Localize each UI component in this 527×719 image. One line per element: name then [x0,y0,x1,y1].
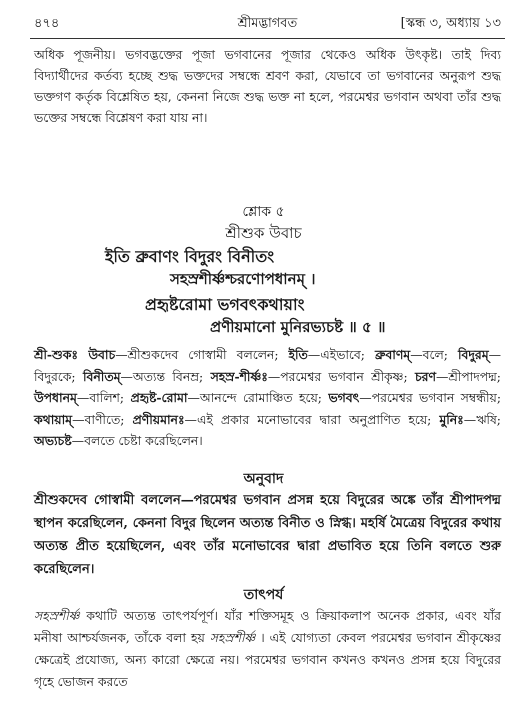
page-number: ৪৭৪ [34,16,60,31]
translation-text: শ্রীশুকদেব গোস্বামী বললেন—পরমেশ্বর ভগবান প্রসন্ন হয়ে বিদুরের অঙ্কে তাঁর শ্রীপাদপদ্ম স্থাপন করেছিলেন, কেননা বিদুর ছিলেন অত্যন্ত বিনীত ও স্নিগ্ধ। মহর্ষি মৈত্রেয় বিদুরের কথায় অত্যন্ত প্রীত হয়েছিলেন, এবং তাঁর মনোভাবের দ্বারা প্রভাবিত হয়ে তিনি বলতে শুরু করেছিলেন। [34,493,501,577]
verse-line-1: ইতি ব্রুবাণং বিদুরং বিনীতং [105,247,275,266]
verse-line-4: প্রণীয়মানো মুনিরভ্যচষ্ট ॥ ৫ ॥ [210,318,386,336]
translation-title: অনুবাদ [243,471,284,487]
page-header [34,14,501,34]
intro-paragraph: অধিক পূজনীয়। ভগবদ্ভক্তের পূজা ভগবানের পূজার থেকেও অধিক উৎকৃষ্ট। তাই দিব্য বিদ্যার্থীদের কর্তব্য হচ্ছে শুদ্ধ ভক্তদের সম্বন্ধে শ্রবণ করা, যেভাবে তা ভগবানের অনুরূপ শুদ্ধ ভক্তগণ কর্তৃক বিশ্লেষিত হয়, কেননা নিজে শুদ্ধ ভক্ত না হলে, পরমেশ্বর ভগবান অথবা তাঁর শুদ্ধ ভক্তের সম্বন্ধে বিশ্লেষণ করা যায় না। [34,47,501,125]
synonym-meaning: এইভাবে; [320,347,365,362]
synonym-word: শ্রী-শুকঃ উবাচ [34,347,116,362]
purport-paragraph [34,605,501,693]
synonym-meaning: শ্রীশুকদেব গোস্বামী বললেন; [127,347,279,362]
purport-term: সহস্রশীর্ষ্ণ [34,608,80,623]
verse-line-3: প্রহৃষ্টরোমা ভগবৎকথায়াং [145,295,305,314]
synonym-word: ব্রুবাণম্ [375,347,411,362]
synonym-meaning: অত্যন্ত বিনম্র; [132,368,204,384]
synonym-meaning: এই প্রকার মনোভাবের দ্বারা অনুপ্রাণিত হয়ে; [196,411,432,427]
synonym-meaning: পরমেশ্বর ভগবান শ্রীকৃষ্ণ; [280,368,408,384]
synonym-word: ইতি [288,347,308,362]
verse-speaker: শ্রীশুক উবাচ [225,224,302,242]
synonym-meaning: ঋষি; [476,411,501,427]
synonym-word: প্রহৃষ্ট-রোমা [130,390,188,405]
synonym-meaning: বিদুরকে; [34,368,76,384]
synonym-word: ভগবৎ [328,390,360,405]
purport-title: তাৎপর্য [243,587,284,603]
synonym-meaning: বালিশ; [89,390,125,405]
verse-heading: শ্লোক ৫ [242,204,285,220]
synonym-meaning: পরমেশ্বর ভগবান সম্বন্ধীয়; [371,390,501,405]
synonym-word: বিদুরম্ [457,347,489,362]
synonym-word: প্রণীয়মানঃ [132,411,185,427]
synonym-word: কথায়াম্ [34,411,73,427]
book-title: শ্রীমদ্ভাগবত [237,16,298,31]
synonym-meaning: বাণীতে; [84,411,125,427]
purport-text: কথাটি অত্যন্ত তাৎপর্যপূর্ণ। যাঁর শক্তিসমূহ ও ক্রিয়াকলাপ অনেক প্রকার, এবং যাঁর মনীষা আশ্চর্যজনক, তাঁকে বলা হয় [34,608,501,645]
purport-text: । এই যোগ্যতা কেবল পরমেশ্বর ভগবান শ্রীকৃষ্ণের ক্ষেত্রেই প্রযোজ্য, অন্য কারো ক্ষেত্রে নয়। পরমেশ্বর ভগবান কখনও কখনও প্রসন্ন হয়ে বিদুরের গৃহে ভোজন করতে [34,630,501,689]
synonym-meaning: বলে; [422,347,448,362]
synonym-word: মুনিঃ [439,411,464,427]
synonym-meaning: শ্রীপাদপদ্ম; [448,368,501,384]
chapter-reference: [স্কন্ধ ৩, অধ্যায় ১৩ [400,16,501,31]
synonyms-paragraph: শ্রী-শুকঃ উবাচ—শ্রীশুকদেব গোস্বামী বললেন; ইতি—এইভাবে; ব্রুবাণম্—বলে; বিদুরম্—বিদুরকে; বিনীতম্—অত্যন্ত বিনম্র; সহস্র-শীর্ষ্ণঃ—পরমেশ্বর ভগবান শ্রীকৃষ্ণ; চরণ—শ্রীপাদপদ্ম; উপধানম্—বালিশ; প্রহৃষ্ট-রোমা—আনন্দে রোমাঞ্চিত হয়ে; ভগবৎ—পরমেশ্বর ভগবান সম্বন্ধীয়; কথায়াম্—বাণীতে; প্রণীয়মানঃ—এই প্রকার মনোভাবের দ্বারা অনুপ্রাণিত হয়ে; মুনিঃ—ঋষি; অভ্যচষ্ট—বলতে চেষ্টা করেছিলেন। [34,347,501,448]
synonym-meaning: আনন্দে রোমাঞ্চিত হয়ে; [199,390,322,405]
verse-line-2: সহস্রশীর্ষ্ণশ্চরণোপধানম্ । [170,270,316,288]
synonym-word: অভ্যচষ্ট [34,433,72,448]
purport-term: সহস্রশীর্ষ্ণ [209,630,256,645]
synonym-word: বিনীতম্ [82,368,121,384]
synonym-meaning: বলতে চেষ্টা করেছিলেন। [84,433,203,448]
synonym-word: উপধানম্ [34,390,77,405]
header-divider [30,38,505,39]
synonym-word: সহস্র-শীর্ষ্ণঃ [210,368,268,384]
synonym-word: চরণ [414,368,436,384]
